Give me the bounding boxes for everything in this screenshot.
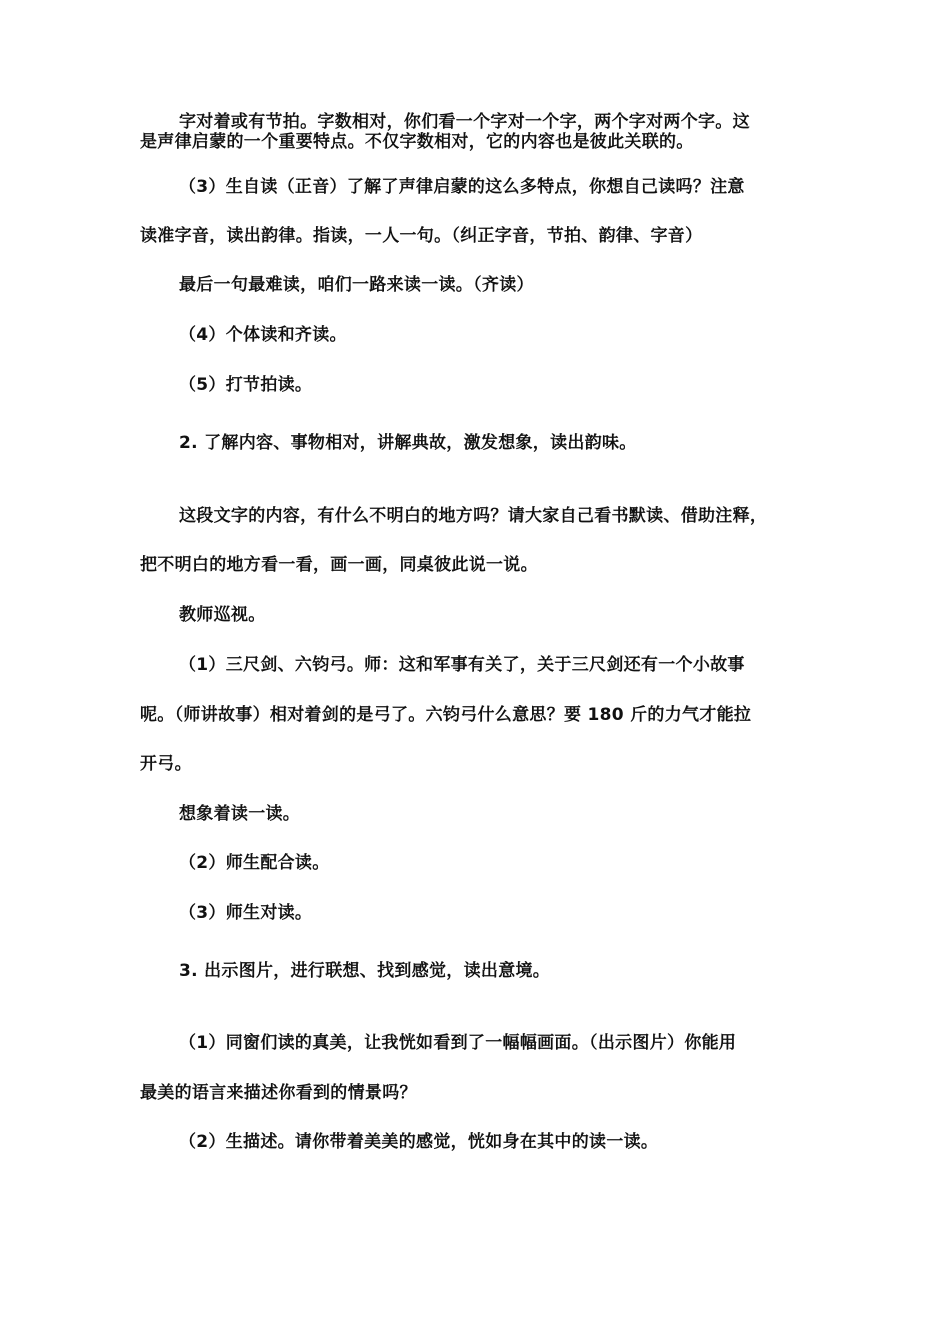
paragraph-line: （2）师生配合读。 bbox=[179, 853, 330, 873]
paragraph-line: （3）生自读（正音）了解了声律启蒙的这么多特点，你想自己读吗？注意 bbox=[179, 177, 745, 197]
paragraph-line: （1）同窗们读的真美，让我恍如看到了一幅幅画面。（出示图片）你能用 bbox=[179, 1033, 737, 1053]
paragraph-line: （4）个体读和齐读。 bbox=[179, 325, 347, 345]
paragraph-line: （3）师生对读。 bbox=[179, 903, 313, 923]
paragraph-line: 想象着读一读。 bbox=[179, 804, 301, 824]
paragraph-line: 最美的语言来描述你看到的情景吗？ bbox=[140, 1083, 417, 1103]
paragraph-line: 呢。（师讲故事）相对着剑的是弓了。六钧弓什么意思？要 180 斤的力气才能拉 bbox=[140, 705, 752, 725]
section-heading: 3. 出示图片，进行联想、找到感觉，读出意境。 bbox=[179, 961, 551, 981]
paragraph-line: 最后一句最难读，咱们一路来读一读。（齐读） bbox=[179, 275, 534, 295]
paragraph-line: 教师巡视。 bbox=[179, 605, 266, 625]
paragraph-line: （2）生描述。请你带着美美的感觉，恍如身在其中的读一读。 bbox=[179, 1132, 659, 1152]
paragraph-line: 把不明白的地方看一看，画一画，同桌彼此说一说。 bbox=[140, 555, 538, 575]
paragraph-line: （1）三尺剑、六钧弓。师：这和军事有关了，关于三尺剑还有一个小故事 bbox=[179, 655, 745, 675]
paragraph-line: （5）打节拍读。 bbox=[179, 375, 313, 395]
paragraph-line: 是声律启蒙的一个重要特点。不仅字数相对，它的内容也是彼此关联的。 bbox=[140, 132, 694, 152]
paragraph-line: 这段文字的内容，有什么不明白的地方吗？请大家自己看书默读、借助注释， bbox=[179, 506, 768, 526]
paragraph-line: 读准字音，读出韵律。指读，一人一句。（纠正字音，节拍、韵律、字音） bbox=[140, 226, 703, 246]
section-heading: 2. 了解内容、事物相对，讲解典故，激发想象，读出韵味。 bbox=[179, 433, 637, 453]
paragraph-line: 开弓。 bbox=[140, 754, 192, 774]
paragraph-line: 字对着或有节拍。字数相对，你们看一个字对一个字，两个字对两个字。这 bbox=[179, 112, 750, 132]
